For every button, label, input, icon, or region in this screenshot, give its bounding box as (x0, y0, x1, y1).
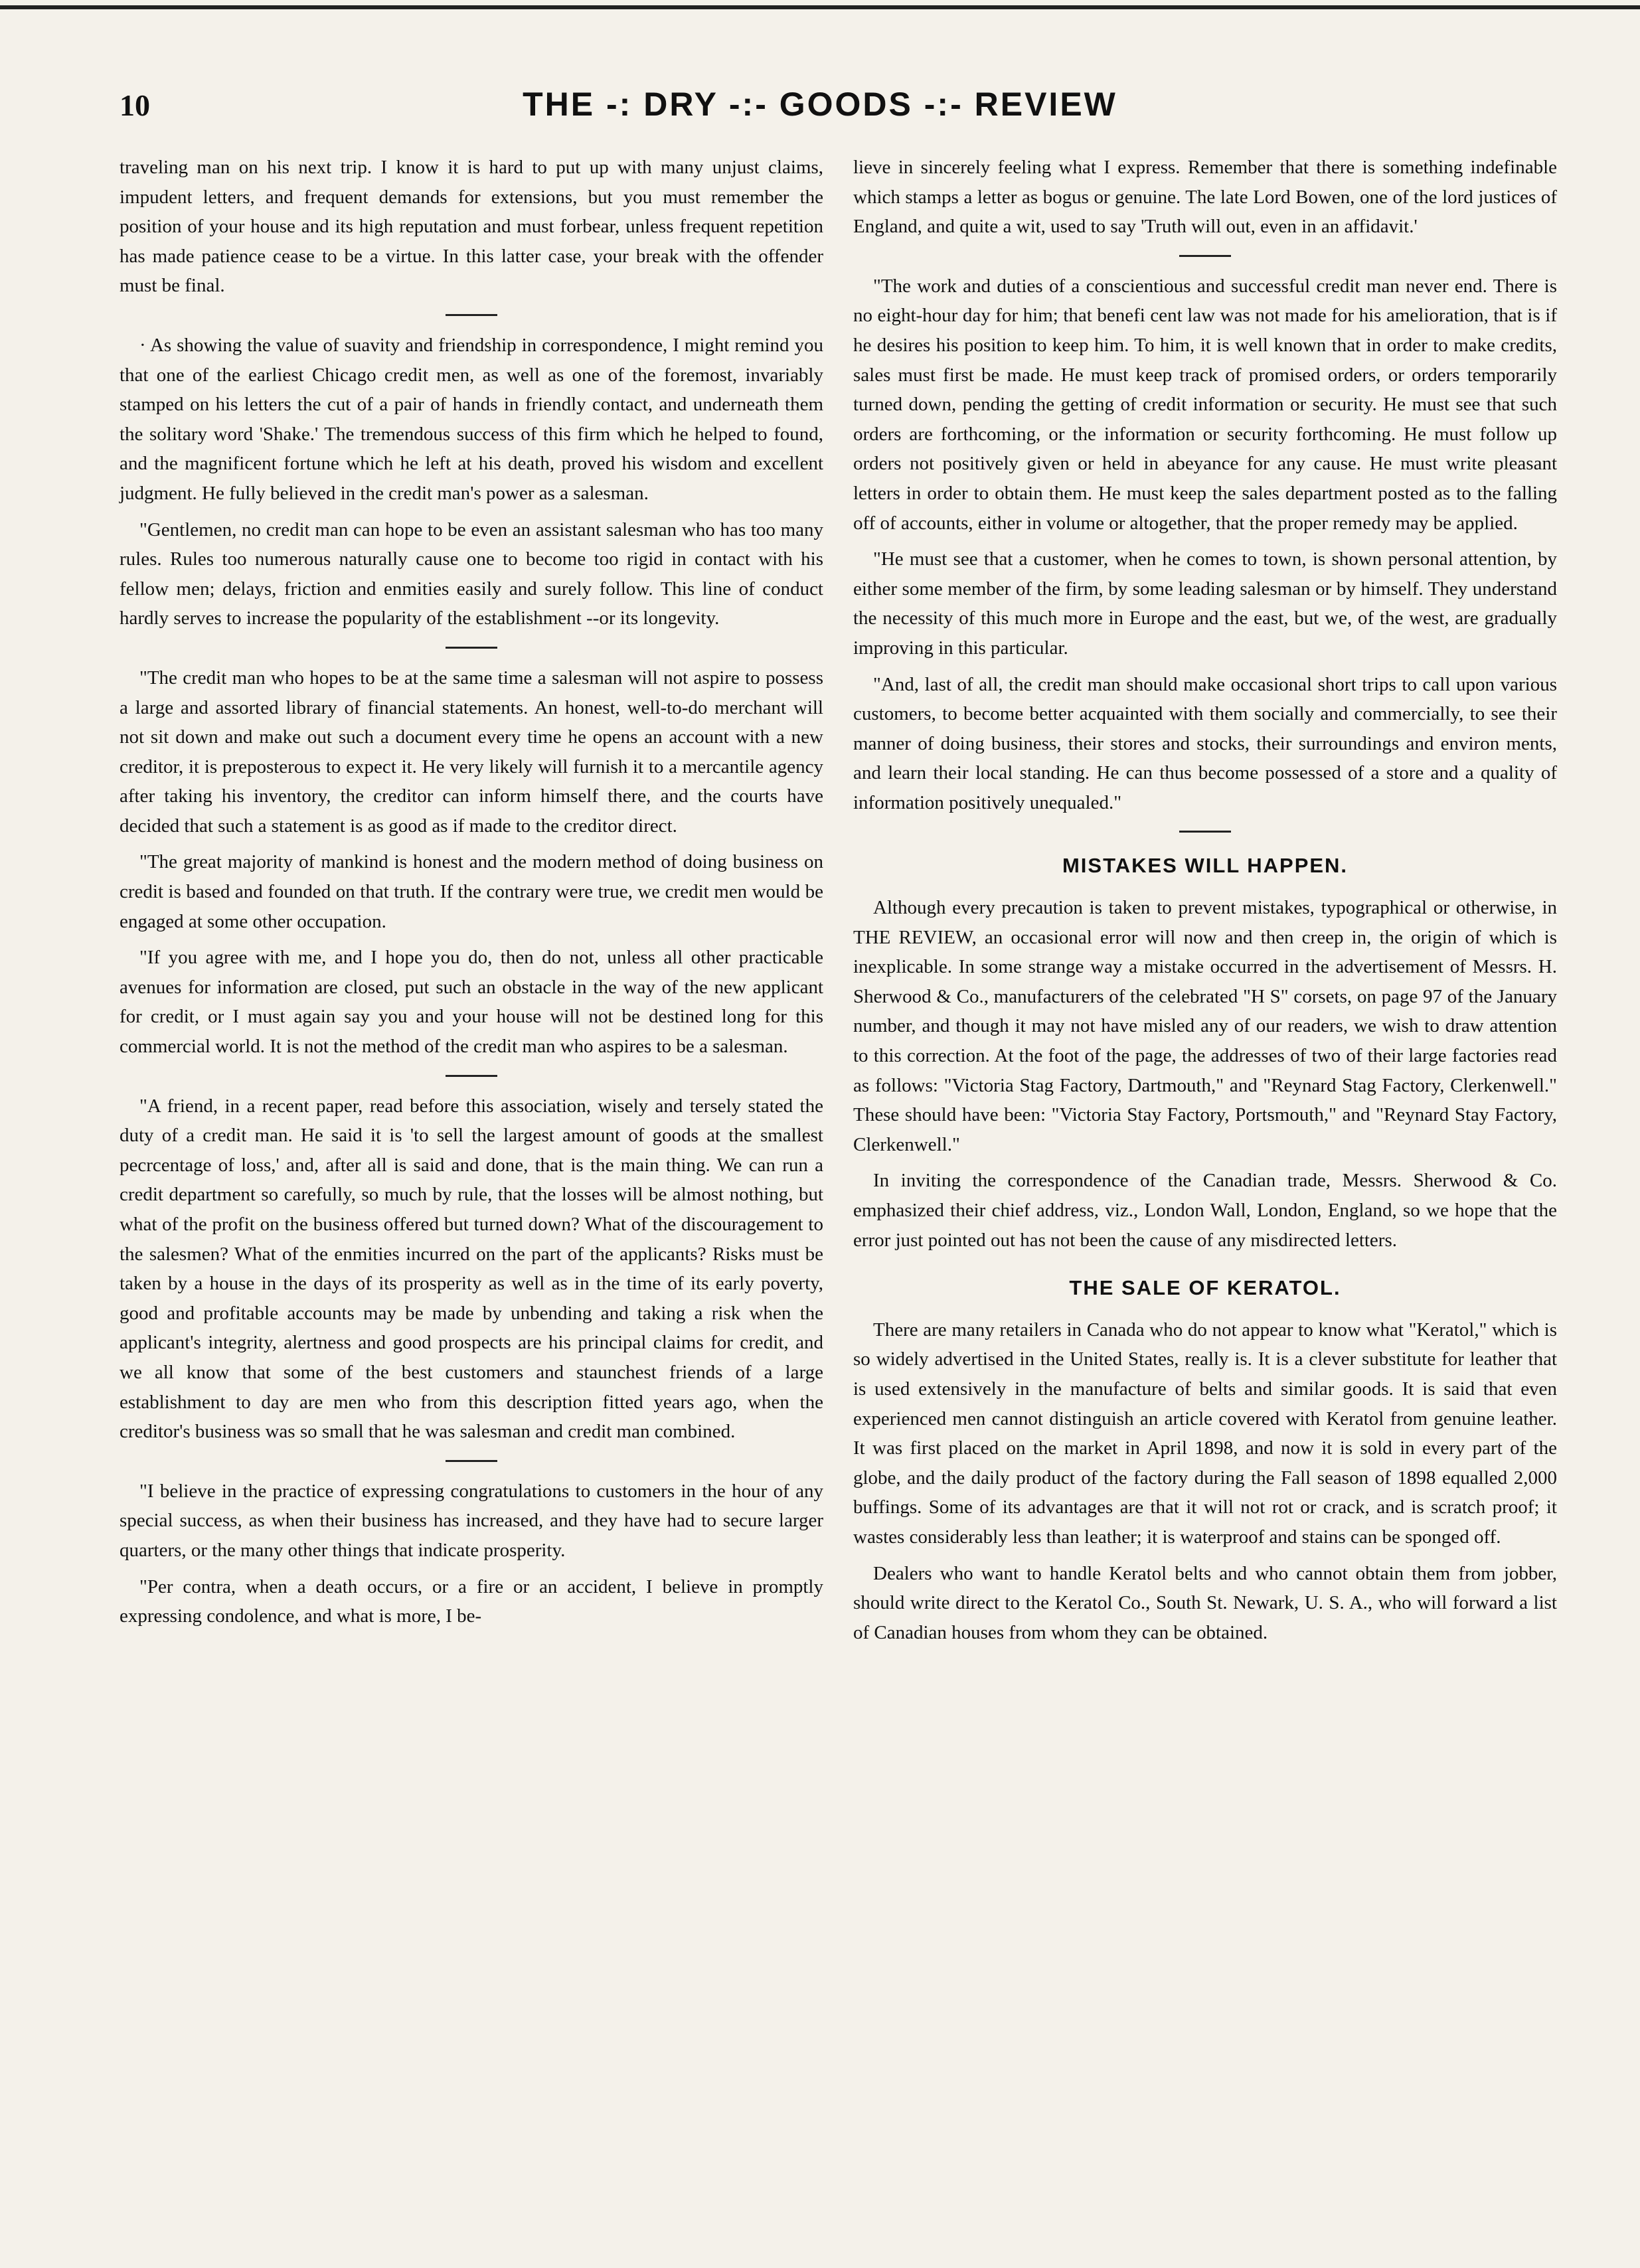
paragraph: lieve in sincerely feeling what I express. Remember that there is something indefinable which stamps a letter as bogus or genuine. The late Lord Bowen, one of the lord justices of England, and quite a wit, used to say 'Truth will out, even in an affidavit.' (853, 157, 1557, 238)
paragraph: Although every precaution is taken to prevent mistakes, typographical or otherwise, in THE REVIEW, an occasional error will now and then creep in, the origin of which is inexplicable. In some strange way a mistake occurred in the advertisement of Messrs. H. Sherwood & Co., manufacturers of the celebrated "H S" corsets, on page 97 of the January number, and though it may not have misled any of our readers, we wish to draw attention to this correction. At the foot of the page, the addresses of two of their large factories read as follows: "Victoria Stag Factory, Dartmouth," and "Reynard Stag Factory, Clerkenwell." These should have been: "Victoria Stay Factory, Portsmouth," and "Reynard Stay Factory, Clerkenwell." (853, 897, 1557, 1155)
section-heading-mistakes: MISTAKES WILL HAPPEN. (1062, 854, 1349, 878)
paragraph: · As showing the value of suavity and friendship in correspondence, I might remind you that one of the earliest Chicago credit men, as well as one of the foremost, invariably stamped on his letters the cut of a pair of hands in friendly contact, and underneath them the solitary word 'Shake.' The tremendous success of this firm which he helped to found, and the magnificent fortune which he left at his death, proved his wisdom and excellent judgment. He fully believed in the credit man's power as a salesman. (120, 334, 823, 504)
paragraph: "He must see that a customer, when he comes to town, is shown personal attention, by either some member of the firm, by some leading salesman or by himself. They understand the necessity of this much more in Europe and the east, but we, of the west, are gradually improving in this particular. (853, 548, 1557, 659)
paragraph: "And, last of all, the credit man should make occasional short trips to call upon various customers, to become better acquainted with them socially and commercially, to see their manner of doing business, their stores and stocks, their surroundings and environ ments, and learn their local standing. He can thus become possessed of a store and a quality of information positively unequaled." (853, 673, 1557, 813)
paragraph: traveling man on his next trip. I know it is hard to put up with many unjust claims, impudent letters, and frequent demands for extensions, but you must remember the position of your house and its high reputation and must forbear, unless frequent repetition has made patience cease to be a virtue. In this latter case, your break with the offender must be final. (120, 157, 823, 297)
section-divider (446, 1075, 497, 1077)
page-number: 10 (120, 88, 150, 122)
section-divider (1179, 255, 1231, 257)
paragraph: "If you agree with me, and I hope you do, then do not, unless all other practicable avenues for information are closed, put such an obstacle in the way of the new applicant for credit, or I must again say you and your house will not be destined long for this commercial world. It is not the method of the credit man who aspires to be a salesman. (120, 947, 823, 1058)
paragraph: In inviting the correspondence of the Canadian trade, Messrs. Sherwood & Co. emphasized their chief address, viz., London Wall, London, England, so we hope that the error just pointed out has not been the cause of any misdirected letters. (853, 1170, 1557, 1251)
section-divider (446, 1460, 497, 1462)
paragraph: "The credit man who hopes to be at the same time a salesman will not aspire to possess a large and assorted library of financial statements. An honest, well-to-do merchant will not sit down and make out such a document every time he opens an account with a new creditor, it is preposterous to expect it. He very likely will furnish it to a mercantile agency after taking his inventory, the creditor can inform himself there, and the courts have decided that such a statement is as good as if made to the creditor direct. (120, 667, 823, 837)
section-divider (1179, 831, 1231, 833)
paragraph: "A friend, in a recent paper, read before this association, wisely and tersely stated the duty of a credit man. He said it is 'to sell the largest amount of goods at the smallest pecrcentage of loss,' and, after all is said and done, that is the main thing. We can run a credit department so carefully, so much by rule, that the losses will be almost nothing, but what of the profit on the business offered but turned down? What of the discouragement to the salesmen? What of the enmities incurred on the part of the applicants? Risks must be taken by a house in the days of its prosperity as well as in the time of its early poverty, good and profitable accounts may be made by unbending and taking a risk when the applicant's integrity, alertness and good prospects are his principal claims for credit, and we all know that some of the best customers and staunchest friends of a large establishment to day are men who from this description fitted years ago, when the creditor's business was so small that he was salesman and credit man combined. (120, 1095, 823, 1443)
section-heading-keratol: THE SALE OF KERATOL. (1069, 1276, 1341, 1300)
section-divider (446, 647, 497, 649)
paragraph: There are many retailers in Canada who do not appear to know what "Keratol," which is so widely advertised in the United States, really is. It is a clever substitute for leather that is used extensively in the manufacture of belts and similar goods. It is said that even experienced men cannot distinguish an article covered with Keratol from genuine leather. It was first placed on the market in April 1898, and now it is sold in every part of the globe, and the daily product of the factory during the Fall season of 1898 equalled 2,000 buffings. Some of its advantages are that it will not rot or crack, and is scratch proof; it wastes considerably less than leather; it is waterproof and stains can be sponged off. (853, 1319, 1557, 1548)
paragraph: "Gentlemen, no credit man can hope to be even an assistant salesman who has too many rules. Rules too numerous naturally cause one to become too rigid in contact with his fellow men; delays, friction and enmities easily and surely follow. This line of conduct hardly serves to increase the popularity of the establishment --or its longevity. (120, 519, 823, 629)
section-divider (446, 314, 497, 316)
left-column (120, 153, 823, 1638)
paragraph: "Per contra, when a death occurs, or a fire or an accident, I believe in promptly expressing condolence, and what is more, I be- (120, 1576, 823, 1627)
right-column (853, 153, 1557, 1654)
paragraph: "The work and duties of a conscientious and successful credit man never end. There is no eight-hour day for him; that benefi cent law was not made for his amelioration, that is if he desires his position to keep him. To him, it is well known that in order to make credits, sales must first be made. He must keep track of promised orders, or orders temporarily turned down, pending the getting of credit information or security. He must see that such orders are forthcoming, or the information or security forthcoming. He must follow up orders not positively given or held in abeyance for any cause. He must write pleasant letters in order to obtain them. He must keep the sales department posted as to the falling off of accounts, either in volume or altogether, that the proper remedy may be applied. (853, 275, 1557, 534)
paragraph: Dealers who want to handle Keratol belts and who cannot obtain them from jobber, should write direct to the Keratol Co., South St. Newark, U. S. A., who will forward a list of Canadian houses from whom they can be obtained. (853, 1562, 1557, 1643)
running-header-title: THE -: DRY -:- GOODS -:- REVIEW (523, 86, 1117, 123)
paragraph: "I believe in the practice of expressing congratulations to customers in the hour of any special success, as when their business has increased, and they have had to secure larger quarters, or the many other things that indicate prosperity. (120, 1480, 823, 1561)
top-border-rule (0, 5, 1640, 9)
paragraph: "The great majority of mankind is honest and the modern method of doing business on credit is based and founded on that truth. If the contrary were true, we credit men would be engaged at some other occupation. (120, 851, 823, 932)
